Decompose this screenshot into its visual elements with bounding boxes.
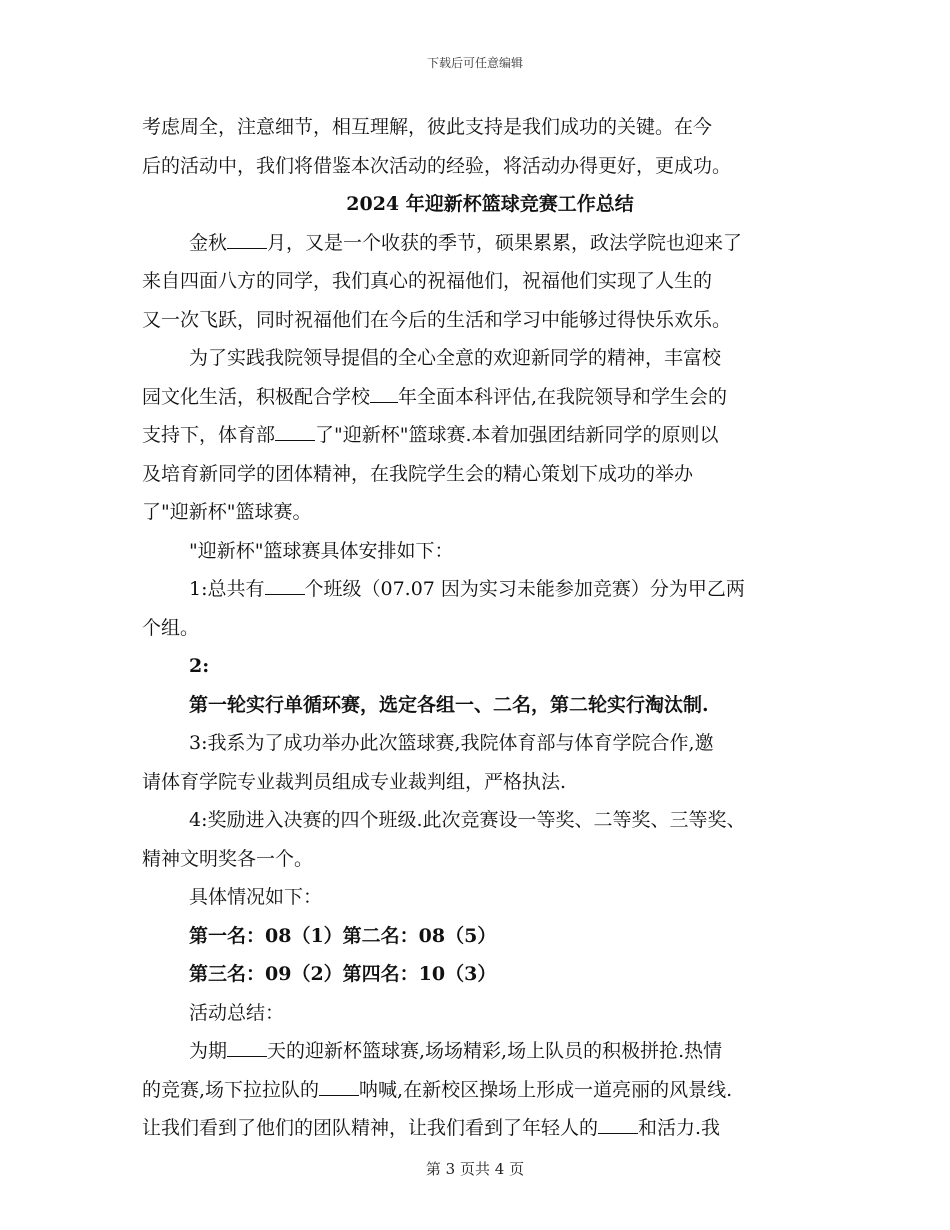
summary-line [142, 1071, 814, 1110]
paragraph-line [142, 416, 814, 455]
list-item-1 [142, 570, 814, 609]
summary-line [142, 1032, 814, 1071]
text-span: 呐喊,在新校区操场上形成一道亮丽的风景线. [359, 1078, 733, 1101]
blank-underline [370, 402, 398, 403]
text-span: 了"迎新杯"篮球赛.本着加强团结新同学的原则以 [315, 424, 719, 446]
blank-underline [598, 1133, 638, 1134]
blank-underline [275, 440, 315, 441]
page-header: 下载后可任意编辑 [426, 56, 523, 70]
text-span: 年全面本科评估,在我院领导和学生会的 [398, 385, 728, 408]
list-item-2-number: 2: [189, 655, 210, 677]
list-item-1-cont: 个组。 [142, 616, 200, 639]
paragraph-line: "迎新杯"篮球赛具体安排如下： [189, 539, 454, 562]
paragraph-line: 来自四面八方的同学，我们真心的祝福他们，祝福他们实现了人生的 [142, 270, 713, 292]
text-span: 和活力.我 [638, 1117, 721, 1139]
summary-line [142, 1109, 814, 1148]
text-span: 金秋 [189, 231, 228, 254]
text-span: 个班级（07.07 因为实习未能参加竞赛）分为甲乙两 [304, 578, 745, 600]
paragraph-line: 及培育新同学的团体精神，在我院学生会的精心策划下成功的举办 [142, 462, 694, 485]
page-footer: 第 3 页共 4 页 [425, 1160, 525, 1178]
text-span: 的竞赛,场下拉拉队的 [142, 1078, 320, 1101]
text-line: 考虑周全，注意细节，相互理解，彼此支持是我们成功的关键。在今 [142, 116, 713, 138]
list-item-4-cont: 精神文明奖各一个。 [142, 847, 314, 870]
blank-underline [265, 594, 305, 595]
text-span: 支持下，体育部 [142, 424, 276, 446]
text-span: 1:总共有 [189, 578, 265, 600]
summary-label: 活动总结： [189, 1001, 285, 1024]
text-span: 让我们看到了他们的团队精神，让我们看到了年轻人的 [142, 1117, 599, 1139]
list-item-2-text: 第一轮实行单循环赛，选定各组一、二名，第二轮实行淘汰制. [189, 693, 709, 716]
text-span: 天的迎新杯篮球赛,场场精彩,场上队员的积极拼抢.热情 [267, 1040, 723, 1062]
paragraph-line: 又一次飞跃，同时祝福他们在今后的生活和学习中能够过得快乐欢乐。 [142, 308, 732, 331]
text-span: 为期 [189, 1040, 228, 1062]
paragraph-line [142, 224, 814, 263]
blank-underline [319, 1095, 359, 1096]
blank-underline [227, 1056, 267, 1057]
list-item-3-cont: 请体育学院专业裁判员组成专业裁判组，严格执法. [142, 770, 567, 793]
details-label: 具体情况如下： [189, 886, 323, 908]
list-item-3: 3:我系为了成功举办此次篮球赛,我院体育部与体育学院合作,邀 [189, 732, 714, 754]
paragraph-line: 了"迎新杯"篮球赛。 [142, 501, 312, 523]
ranking-line: 第三名：09（2）第四名：10（3） [189, 963, 497, 985]
list-item-4: 4:奖励进入决赛的四个班级.此次竞赛设一等奖、二等奖、三等奖、 [189, 809, 746, 831]
text-span: 园文化生活，积极配合学校 [142, 385, 371, 408]
paragraph-line: 为了实践我院领导提倡的全心全意的欢迎新同学的精神，丰富校 [189, 347, 722, 369]
document-title: 2024 年迎新杯篮球竞赛工作总结 [346, 193, 634, 215]
text-span: 月，又是一个收获的季节，硕果累累，政法学院也迎来了 [267, 231, 743, 254]
paragraph-line [142, 378, 814, 417]
text-line: 后的活动中，我们将借鉴本次活动的经验，将活动办得更好，更成功。 [142, 154, 732, 177]
blank-underline [227, 248, 267, 249]
document-body [142, 108, 814, 1148]
ranking-line: 第一名：08（1）第二名：08（5） [189, 924, 497, 947]
